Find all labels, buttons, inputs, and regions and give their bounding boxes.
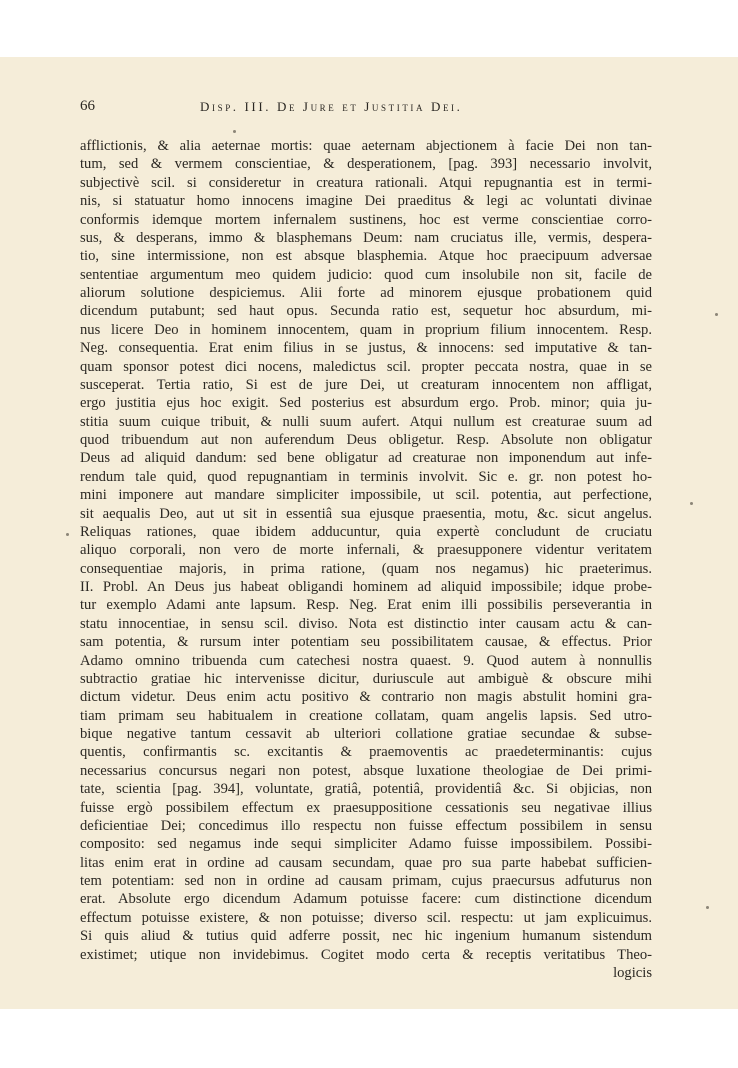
text-line: Si quis aliud & tutius quid adferre possit, nec hic ingenium humanum sistendum (80, 928, 652, 945)
text-line: composito: sed negamus inde sequi simpliciter Adamo fuisse impossibilem. Possibi- (80, 836, 652, 853)
text-line: aliorum solutione despiciemus. Alii forte ad minorem ejusque probationem quid (80, 285, 652, 301)
margin-speck (233, 130, 236, 133)
text-line: Deus ad aliquid dandum: sed bene obligatur ad creaturae non imponendum aut infe- (80, 450, 652, 467)
text-line: litas enim erat in ordine ad causam secundam, quae pro sua parte habebat sufficien- (80, 854, 652, 871)
text-line: quam sponsor potest dici nocens, maledictus scil. propter peccata nostra, quae in se (80, 358, 652, 375)
running-title: Disp. III. De Jure et Justitia Dei. (200, 99, 463, 114)
text-line: conformis idemque mortem infernalem sustinens, hoc est verme conscientiae corro- (80, 211, 652, 228)
text-line: consequentiae majoris, in prima ratione, (quam nos negamus) hic praeterimus. (80, 560, 652, 577)
text-line: tur exemplo Adami ante lapsum. Resp. Neg. Erat enim illi possibilis perseverantia in (80, 597, 652, 614)
text-line: necessarius concursus negari non potest, absque luxatione theologiae de Dei primi- (80, 762, 652, 779)
text-line: rendum tale quid, quod repugnantiam in terminis involvit. Sic e. gr. non potest ho- (80, 468, 652, 485)
text-line: erat. Absolute ergo dicendum Adamum potuisse facere: cum distinctione dicendum (80, 891, 652, 908)
text-line: dictum videtur. Deus enim actu positivo & contrario non magis abstulit homini gra- (80, 689, 652, 706)
text-line: subtractio gratiae hic intervenisse dicitur, duriuscule aut ambiguè & obscure mihi (80, 670, 652, 687)
page-header (80, 98, 652, 118)
text-line: susceperat. Tertia ratio, Si est de jure Dei, ut creaturam innocentem non affligat, (80, 376, 652, 393)
text-line: existimet; utique non invidebimus. Cogitet modo certa & receptis veritatibus Theo- (80, 946, 652, 963)
body-text (80, 137, 652, 982)
text-line: mini imponere aut mandare simpliciter impossibile, ut scil. potentia, aut perfectione, (80, 487, 652, 504)
text-line: statu innocentiae, in sensu scil. diviso. Nota est distinctio inter causam actu & can- (80, 615, 652, 632)
text-line: sam potentia, & rursum inter potentiam seu possibilitatem causae, & effectus. Prior (80, 634, 652, 651)
text-line: fuisse ergò possibilem effectum ex praesuppositione cessationis seu negativae illius (80, 799, 652, 816)
text-line: aliquo corporali, non vero de morte infernali, & praesupponere videntur veritatem (80, 542, 652, 559)
scanned-page (0, 57, 738, 1009)
margin-speck (66, 533, 69, 536)
text-line: sit aequalis Deo, aut ut sit in essentiâ sua ejusque praesentia, motu, &c. sicut angelus. (80, 505, 652, 522)
text-line: effectum potuisse existere, & non potuisse; diverso scil. respectu: ut jam explicuimus. (80, 909, 652, 926)
text-line: deficientiae Dei; concedimus illo respectu non fuisse effectum possibilem in sensu (80, 817, 652, 834)
text-line: II. Probl. An Deus jus habeat obligandi hominem ad aliquid impossibile; idque probe- (80, 579, 652, 595)
text-line: stitia suum cuique tribuit, & nulli suum aufert. Atqui nullum est creaturae suum ad (80, 413, 652, 430)
text-line: quentis, confirmantis sc. excitantis & praemoventis ac praedeterminantis: cujus (80, 744, 652, 761)
text-line: ergo justitia ejus hoc exigit. Sed posterius est absurdum ergo. Prob. minor; quia ju- (80, 395, 652, 412)
margin-speck (715, 313, 718, 316)
text-line: bique negative tantum cessavit ab ulteriori collatione gratiae secundae & subse- (80, 726, 652, 742)
text-line: tio, sine intermissione, non est absque blasphemia. Atque hoc praecipuum adversae (80, 248, 652, 265)
margin-speck (706, 906, 709, 909)
text-line: subjectivè scil. si consideretur in creatura rationali. Atqui repugnantia est in termi- (80, 174, 652, 191)
text-line: nis, si statuatur homo innocens imagine Dei praeditus & legi ac voluntati divinae (80, 193, 652, 210)
text-line: Adamo omnino tribuenda cum catechesi nostra quaest. 9. Quod autem à nonnullis (80, 652, 652, 669)
text-line: quod tribuendum aut non auferendum Deus obligetur. Resp. Absolute non obligatur (80, 432, 652, 448)
text-line: tum, sed & vermem conscientiae, & desperationem, [pag. 393] necessario involvit, (80, 156, 652, 173)
text-line: tem potentiam: sed non in ordine ad causam primam, cujus praecursus adfuturus non (80, 873, 652, 889)
text-line: afflictionis, & alia aeternae mortis: quae aeternam abjectionem à facie Dei non tan- (80, 138, 652, 154)
text-line: Reliquas rationes, quae ibidem adducuntur, quia expertè concludunt de cruciatu (80, 523, 652, 540)
text-line: tate, scientia [pag. 394], voluntate, gratiâ, potentiâ, providentiâ &c. Si objicias, non (80, 781, 652, 798)
text-line: sus, & desperans, immo & blasphemans Deum: nam cruciatus ille, vermis, despera- (80, 229, 652, 246)
text-line-catchword: logicis (613, 964, 652, 981)
margin-speck (690, 502, 693, 505)
text-line: tiam primam seu habitualem in creatione collatam, quam angelis lapsis. Sed utro- (80, 707, 652, 724)
text-line: Neg. consequentia. Erat enim filius in se justus, & innocens: sed imputative & tan- (80, 340, 652, 357)
text-line: nus licere Deo in hominem innocentem, quam in proprium filium innocentem. Resp. (80, 321, 652, 338)
page-number: 66 (80, 98, 95, 114)
text-line: sententiae argumentum meo quidem judicio: quod cum insolubile non sit, facile de (80, 266, 652, 283)
text-line: dicendum putabunt; sed haut opus. Secunda ratio est, sequetur hoc absurdum, mi- (80, 303, 652, 320)
